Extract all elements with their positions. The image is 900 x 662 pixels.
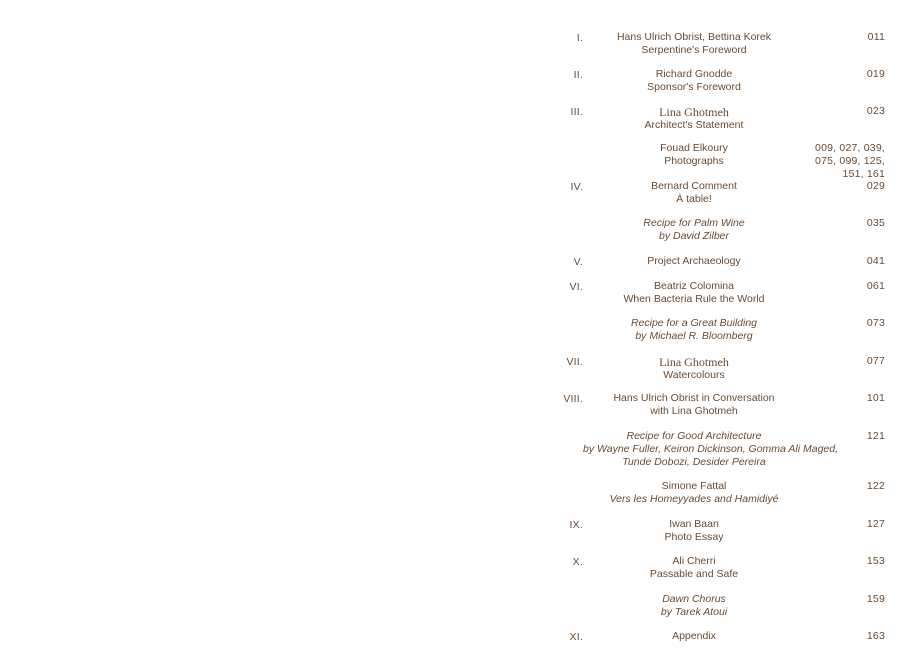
- toc-entry-author: Simone Fattal: [661, 480, 727, 492]
- toc-entry[interactable]: [0, 142, 900, 181]
- toc-entry-numeral: [0, 480, 583, 481]
- toc-entry[interactable]: [0, 317, 900, 343]
- toc-entry-numeral: III.: [570, 106, 583, 118]
- toc-entry-text: [583, 105, 805, 132]
- toc-entry-page-line: 151, 161: [842, 168, 885, 180]
- toc-entry[interactable]: [0, 31, 900, 57]
- toc-entry-text: [583, 555, 805, 581]
- toc-entry-text: [583, 480, 805, 506]
- toc-entry-page: 159: [866, 593, 885, 605]
- toc-entry-page: 122: [866, 480, 885, 492]
- toc-entry-numeral: IV.: [570, 181, 583, 193]
- toc-entry-author: Fouad Elkoury: [660, 142, 728, 154]
- toc-entry-page: 019: [866, 68, 885, 80]
- toc-entry[interactable]: [0, 518, 900, 544]
- toc-entry-author: Lina Ghotmeh: [659, 355, 729, 369]
- toc-entry-title: Appendix: [672, 630, 716, 642]
- toc-entry-page: 153: [866, 555, 885, 567]
- toc-entry-page: 061: [866, 280, 885, 292]
- toc-entry-author: Beatriz Colomina: [654, 280, 734, 292]
- toc-entry[interactable]: [0, 392, 900, 418]
- toc-entry-title: with Lina Ghotmeh: [650, 405, 738, 417]
- toc-entry-numeral: I.: [576, 32, 583, 44]
- toc-entry-page: 101: [866, 392, 885, 404]
- toc-entry-text: [583, 255, 805, 268]
- toc-entry-numeral: [0, 217, 583, 218]
- toc-entry-title: Passable and Safe: [649, 568, 739, 580]
- toc-entry-numeral: [0, 317, 583, 318]
- toc-entry-page: 041: [866, 255, 885, 267]
- toc-entry-page: 035: [866, 217, 885, 229]
- toc-entry[interactable]: [0, 480, 900, 506]
- toc-entry-title: Photo Essay: [664, 531, 724, 543]
- toc-entry-page: 023: [866, 105, 885, 117]
- toc-entry-page: 029: [866, 180, 885, 192]
- toc-entry-page: 127: [866, 518, 885, 530]
- toc-entry-title: Tunde Dobozi, Desider Pereira: [622, 456, 766, 468]
- toc-entry-text: [583, 280, 805, 306]
- toc-entry-numeral: V.: [573, 256, 583, 268]
- toc-entry-title: by Wayne Fuller, Keiron Dickinson, Gomma Ali Maged,: [583, 443, 839, 455]
- toc-entry-title: by Michael R. Bloomberg: [635, 330, 753, 342]
- toc-entry-numeral: [0, 430, 583, 431]
- toc-entry[interactable]: [0, 430, 900, 469]
- toc-entry-text: [583, 31, 805, 57]
- toc-entry[interactable]: [0, 217, 900, 243]
- toc-entry-author: Recipe for Palm Wine: [643, 217, 745, 229]
- toc-entry-numeral: [0, 593, 583, 594]
- toc-entry-text: [583, 68, 805, 94]
- toc-entry-page: 163: [866, 630, 885, 642]
- toc-entry[interactable]: [0, 280, 900, 306]
- toc-entry[interactable]: [0, 630, 900, 644]
- toc-entry-author: Ali Cherri: [672, 555, 716, 567]
- toc-entry[interactable]: [0, 355, 900, 382]
- toc-entry-title: When Bacteria Rule the World: [623, 293, 765, 305]
- toc-entry-text: [583, 317, 805, 343]
- toc-entry-page-line: 009, 027, 039,: [815, 142, 885, 154]
- toc-entry-author: Recipe for a Great Building: [630, 317, 758, 329]
- toc-entry[interactable]: [0, 555, 900, 581]
- toc-entry-author: Lina Ghotmeh: [659, 105, 729, 119]
- toc-entry-author: Bernard Comment: [651, 180, 737, 192]
- toc-entry-numeral: VI.: [569, 281, 583, 293]
- toc-entry-text: [583, 430, 839, 469]
- toc-entry-author: Dawn Chorus: [662, 593, 726, 605]
- toc-entry-text: [583, 392, 805, 418]
- toc-entry-page: 077: [866, 355, 885, 367]
- toc-entry-text: [583, 593, 805, 619]
- toc-entry-title: Photographs: [664, 155, 724, 167]
- toc-entry[interactable]: [0, 180, 900, 206]
- toc-entry-title: Serpentine's Foreword: [641, 44, 747, 56]
- toc-entry[interactable]: [0, 255, 900, 269]
- toc-entry-title: by David Zilber: [658, 230, 730, 242]
- toc-entry-title: Vers les Homeyyades and Hamidiyé: [609, 493, 779, 505]
- toc-entry-text: [583, 355, 805, 382]
- toc-entry-title: Sponsor's Foreword: [647, 81, 741, 93]
- toc-entry-title: Architect's Statement: [644, 119, 744, 131]
- toc-entry[interactable]: [0, 68, 900, 94]
- toc-entry-title: Project Archaeology: [647, 255, 741, 267]
- toc-entry[interactable]: [0, 593, 900, 619]
- toc-entry-author: Iwan Baan: [669, 518, 719, 530]
- toc-entry-numeral: II.: [573, 69, 583, 81]
- toc-entry-numeral: VII.: [566, 356, 583, 368]
- toc-entry-page-line: 075, 099, 125,: [815, 155, 885, 167]
- toc-entry-title: À table!: [676, 193, 712, 205]
- toc-entry-numeral: IX.: [569, 519, 583, 531]
- toc-entry-numeral: [0, 142, 583, 143]
- toc-entry-numeral: XI.: [569, 631, 583, 643]
- toc-entry-text: [583, 217, 805, 243]
- toc-entry-numeral: VIII.: [563, 393, 583, 405]
- toc-entry-numeral: X.: [572, 556, 583, 568]
- toc-entry-title: Watercolours: [663, 369, 725, 381]
- toc-entry-page: 011: [867, 31, 885, 43]
- toc-entry-author: Richard Gnodde: [655, 68, 733, 80]
- toc-entry-title: by Tarek Atoui: [660, 606, 728, 618]
- toc-entry[interactable]: [0, 105, 900, 132]
- toc-entry-page: 073: [866, 317, 885, 329]
- toc-entry-author: Hans Ulrich Obrist in Conversation: [613, 392, 775, 404]
- toc-entry-text: [583, 630, 805, 643]
- toc-entry-page: [805, 142, 885, 181]
- toc-entry-text: [583, 142, 805, 168]
- toc-entry-author: Hans Ulrich Obrist, Bettina Korek: [616, 31, 772, 43]
- toc-entry-text: [583, 180, 805, 206]
- toc-entry-page: 121: [866, 430, 885, 442]
- toc-entry-author: Recipe for Good Architecture: [626, 430, 762, 442]
- toc-entry-text: [583, 518, 805, 544]
